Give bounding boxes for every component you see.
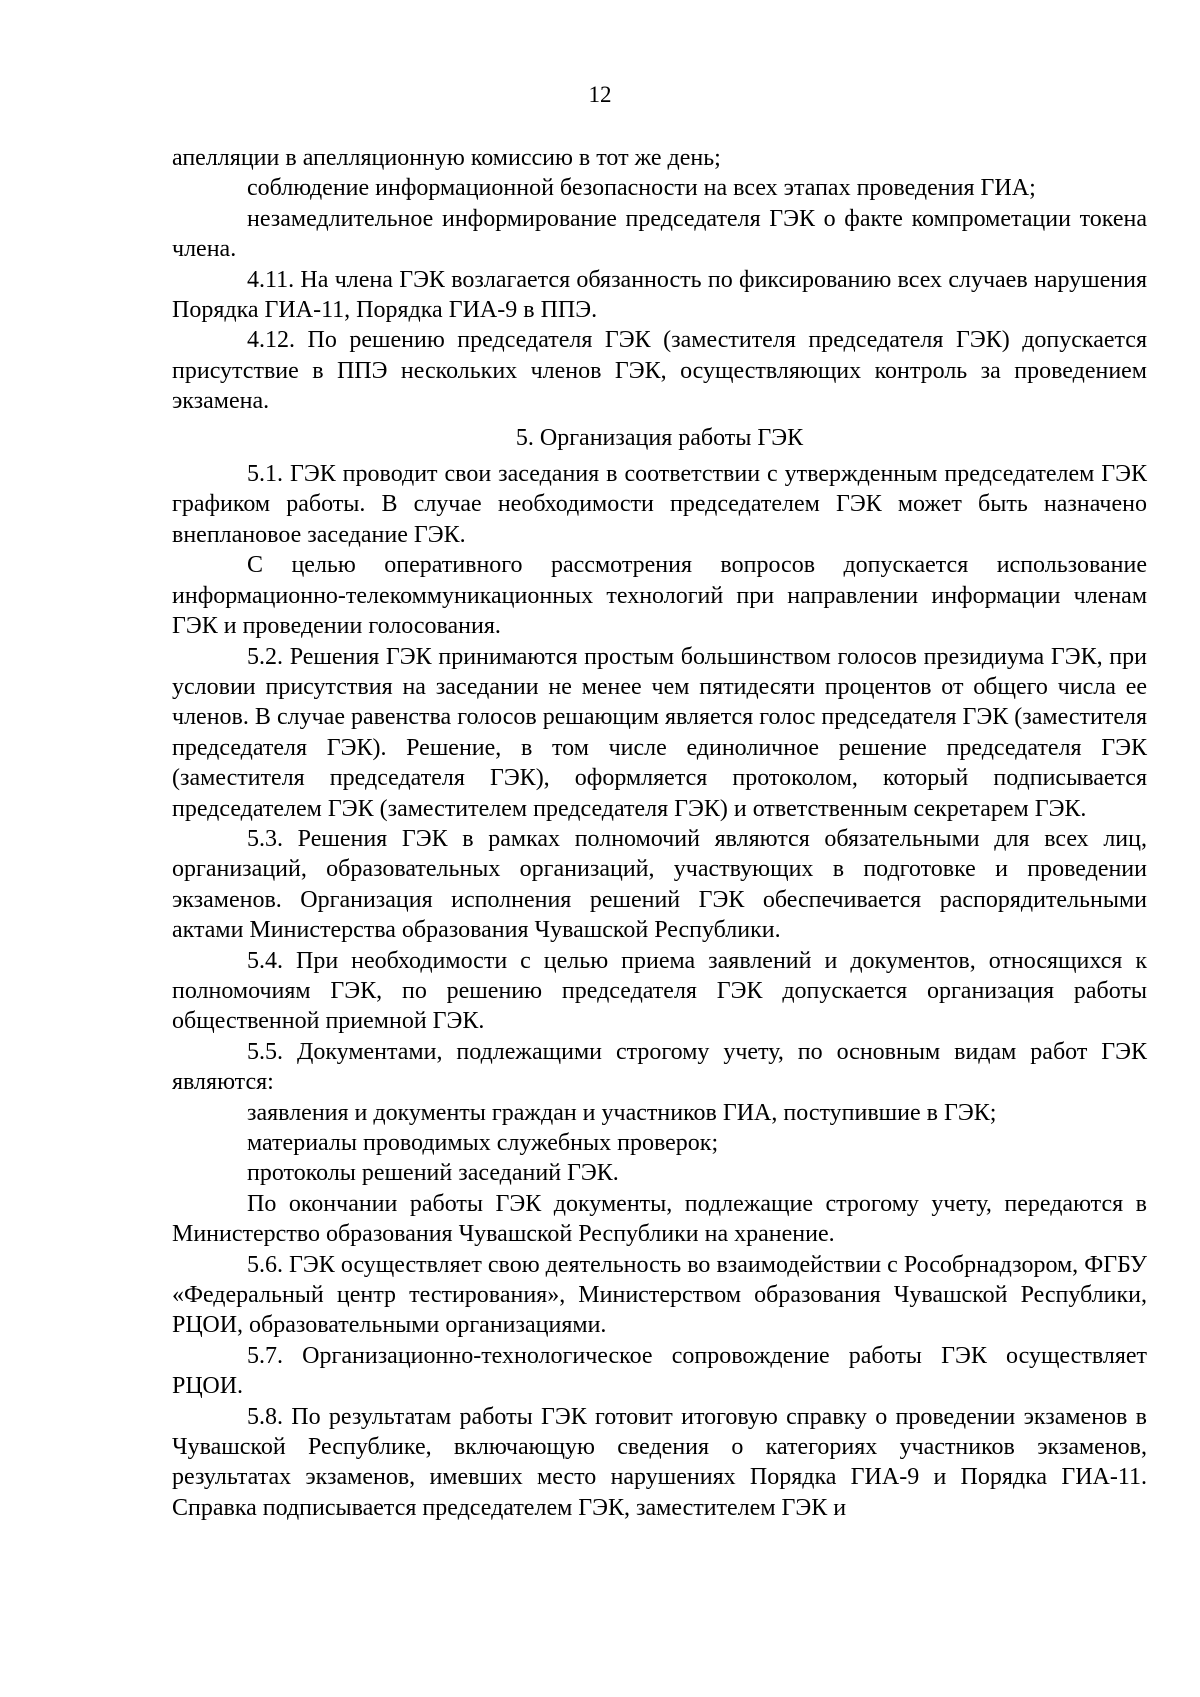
list-item: заявления и документы граждан и участников ГИА, поступившие в ГЭК; [247, 1099, 997, 1126]
paragraph: По окончании работы ГЭК документы, подлежащие строгому учету, передаются в Министерство образования Чувашской Республики на хранение. [172, 1190, 1147, 1248]
paragraph: 5.1. ГЭК проводит свои заседания в соответствии с утвержденным председателем ГЭК графиком работы. В случае необходимости председателем ГЭК может быть назначено внеплановое заседание ГЭК. [172, 461, 1147, 548]
paragraph: 5.2. Решения ГЭК принимаются простым большинством голосов президиума ГЭК, при условии присутствия на заседании не менее чем пятидесяти процентов от общего числа ее членов. В случае равенства голосов решающим является голос председателя ГЭК (заместителя председателя ГЭК). Решение, в том числе единоличное решение председателя ГЭК (заместителя председателя ГЭК), оформляется протоколом, который подписывается председателем ГЭК (заместителем председателя ГЭК) и ответственным секретарем ГЭК. [172, 643, 1147, 822]
document-body [172, 143, 1147, 1523]
section-heading: 5. Организация работы ГЭК [515, 424, 804, 451]
paragraph: незамедлительное информирование председателя ГЭК о факте компрометации токена члена. [172, 205, 1147, 263]
paragraph: 5.4. При необходимости с целью приема заявлений и документов, относящихся к полномочиям ГЭК, по решению председателя ГЭК допускается организация работы общественной приемной ГЭК. [172, 947, 1147, 1035]
paragraph: С целью оперативного рассмотрения вопросов допускается использование информационно-телекоммуникационных технологий при направлении информации членам ГЭК и проведении голосования. [172, 552, 1147, 640]
paragraph: 4.12. По решению председателя ГЭК (заместителя председателя ГЭК) допускается присутствие в ППЭ нескольких членов ГЭК, осуществляющих контроль за проведением экзамена. [172, 327, 1147, 415]
list-item: протоколы решений заседаний ГЭК. [247, 1160, 619, 1187]
paragraph: 4.11. На члена ГЭК возлагается обязанность по фиксированию всех случаев нарушения Порядка ГИА-11, Порядка ГИА-9 в ППЭ. [172, 266, 1147, 324]
page-number: 12 [588, 82, 612, 107]
paragraph: 5.8. По результатам работы ГЭК готовит итоговую справку о проведении экзаменов в Чувашской Республике, включающую сведения о категориях участников экзаменов, результатах экзаменов, имевших место нарушениях Порядка ГИА-9 и Порядка ГИА-11. Справка подписывается председателем ГЭК, заместителем ГЭК и [172, 1403, 1147, 1521]
paragraph: соблюдение информационной безопасности на всех этапах проведения ГИА; [247, 175, 1036, 202]
paragraph: апелляции в апелляционную комиссию в тот же день; [172, 145, 721, 171]
paragraph: 5.7. Организационно-технологическое сопровождение работы ГЭК осуществляет РЦОИ. [172, 1342, 1147, 1400]
paragraph: 5.6. ГЭК осуществляет свою деятельность во взаимодействии с Рособрнадзором, ФГБУ «Федеральный центр тестирования», Министерством образования Чувашской Республики, РЦОИ, образовательными организациями. [172, 1251, 1147, 1339]
paragraph: 5.5. Документами, подлежащими строгому учету, по основным видам работ ГЭК являются: [172, 1038, 1147, 1096]
list-item: материалы проводимых служебных проверок; [247, 1130, 719, 1156]
paragraph: 5.3. Решения ГЭК в рамках полномочий являются обязательными для всех лиц, организаций, образовательных организаций, участвующих в подготовке и проведении экзаменов. Организация исполнения решений ГЭК обеспечивается распорядительными актами Министерства образования Чувашской Республики. [172, 825, 1147, 944]
